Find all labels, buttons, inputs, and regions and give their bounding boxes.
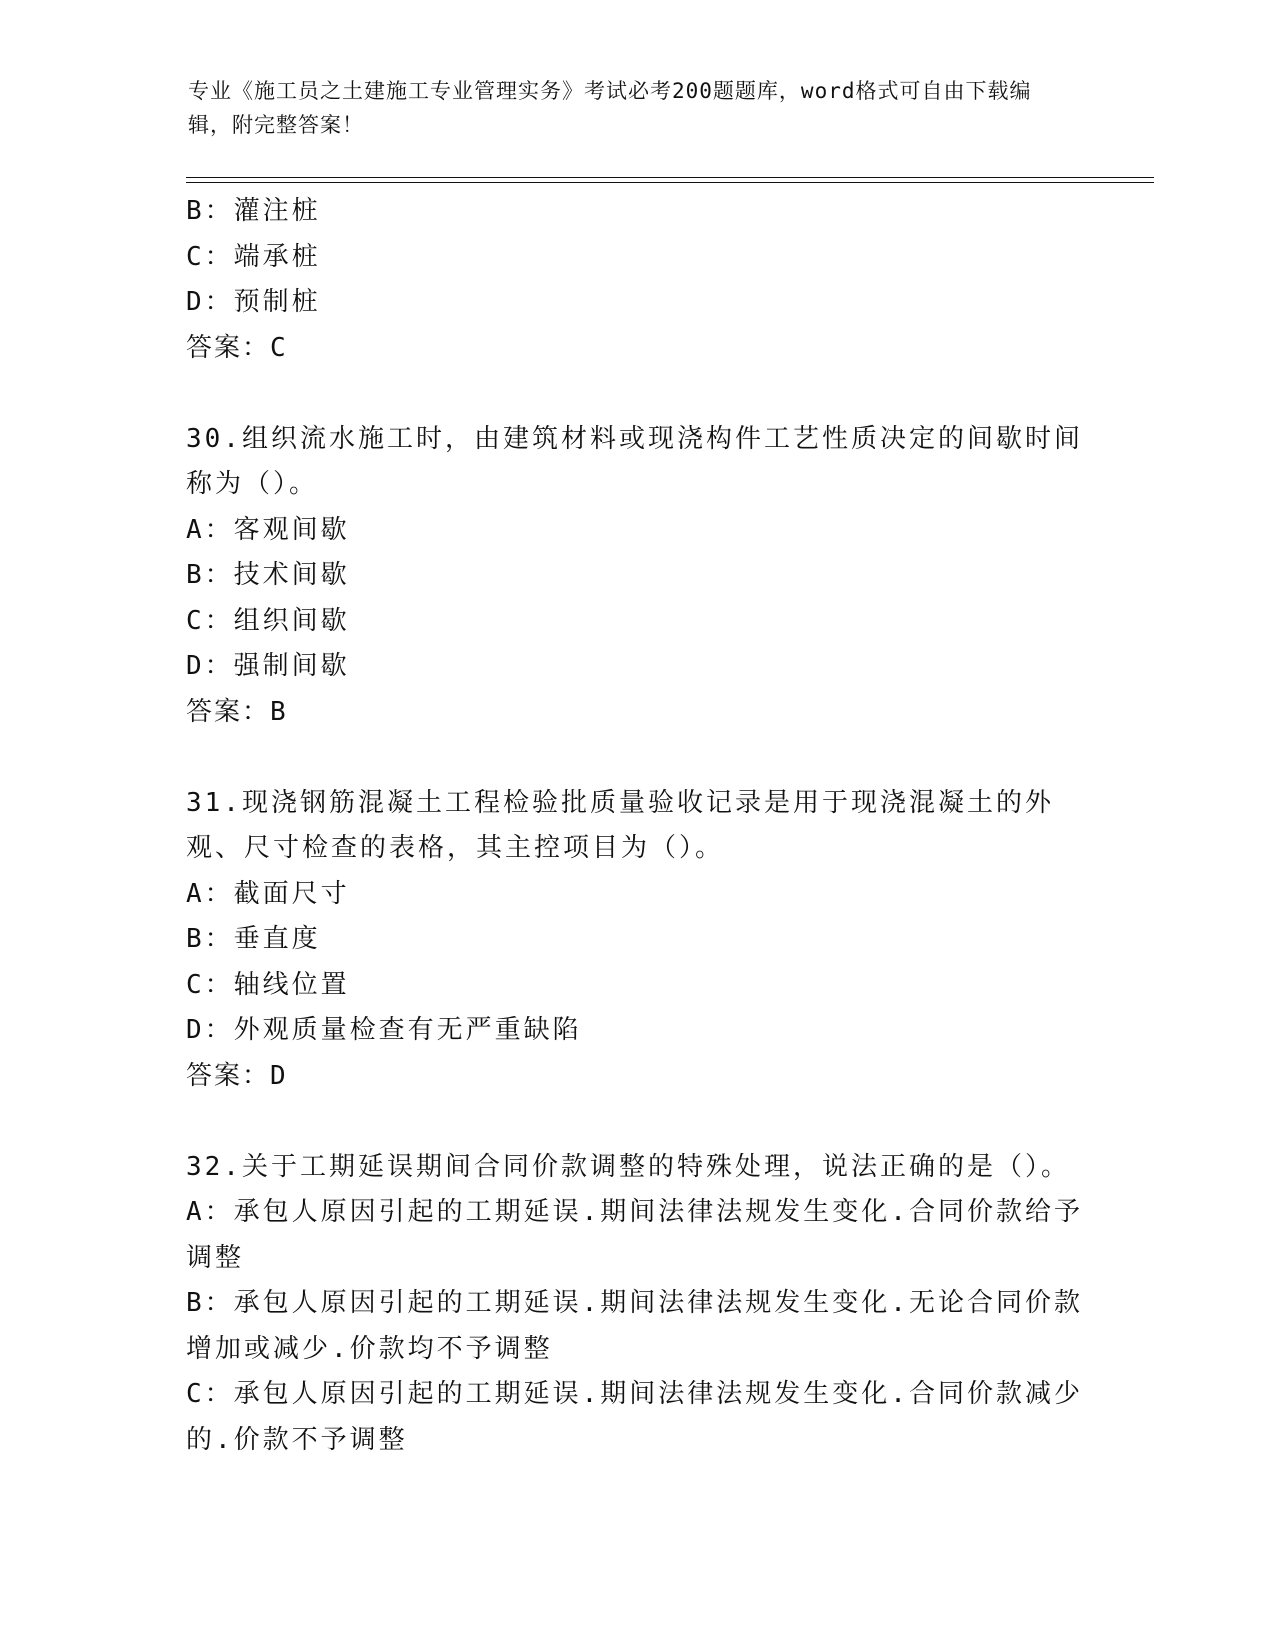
option-a: A：承包人原因引起的工期延误.期间法律法规发生变化.合同价款给予调整 bbox=[186, 1197, 1083, 1273]
option-b: B：垂直度 bbox=[186, 924, 321, 954]
question-32 bbox=[186, 1145, 1086, 1464]
question-text: 30.组织流水施工时，由建筑材料或现浇构件工艺性质决定的间歇时间称为（）。 bbox=[186, 423, 1083, 499]
spacer bbox=[186, 735, 1086, 781]
answer-line: 答案：B bbox=[186, 696, 288, 727]
option-c: C：组织间歇 bbox=[186, 605, 350, 636]
answer-line: 答案：C bbox=[186, 332, 288, 363]
option-c: C：承包人原因引起的工期延误.期间法律法规发生变化.合同价款减少的.价款不予调整 bbox=[186, 1379, 1083, 1455]
option-d: D：预制桩 bbox=[186, 287, 321, 317]
answer-line: 答案：D bbox=[186, 1060, 288, 1091]
option-b: B：承包人原因引起的工期延误.期间法律法规发生变化.无论合同价款增加或减少.价款均不予调整 bbox=[186, 1288, 1083, 1364]
spacer bbox=[186, 1099, 1086, 1145]
previous-question-tail bbox=[186, 189, 1086, 371]
header-divider bbox=[186, 177, 1154, 183]
option-a: A：客观间歇 bbox=[186, 514, 350, 545]
option-c: C：轴线位置 bbox=[186, 969, 350, 1000]
question-content bbox=[186, 189, 1086, 1463]
option-b: B：技术间歇 bbox=[186, 560, 350, 590]
question-30 bbox=[186, 417, 1086, 736]
document-header: 专业《施工员之土建施工专业管理实务》考试必考200题题库，word格式可自由下载编辑，附完整答案！ bbox=[188, 79, 1032, 137]
option-d: D：强制间歇 bbox=[186, 651, 350, 681]
question-text: 32.关于工期延误期间合同价款调整的特殊处理，说法正确的是（）。 bbox=[186, 1151, 1070, 1182]
option-a: A：截面尺寸 bbox=[186, 878, 350, 909]
option-c: C：端承桩 bbox=[186, 241, 321, 272]
option-d: D：外观质量检查有无严重缺陷 bbox=[186, 1015, 582, 1045]
spacer bbox=[186, 371, 1086, 417]
question-31 bbox=[186, 781, 1086, 1100]
option-b: B：灌注桩 bbox=[186, 196, 321, 226]
question-text: 31.现浇钢筋混凝土工程检验批质量验收记录是用于现浇混凝土的外观、尺寸检查的表格，其主控项目为（）。 bbox=[186, 787, 1054, 863]
